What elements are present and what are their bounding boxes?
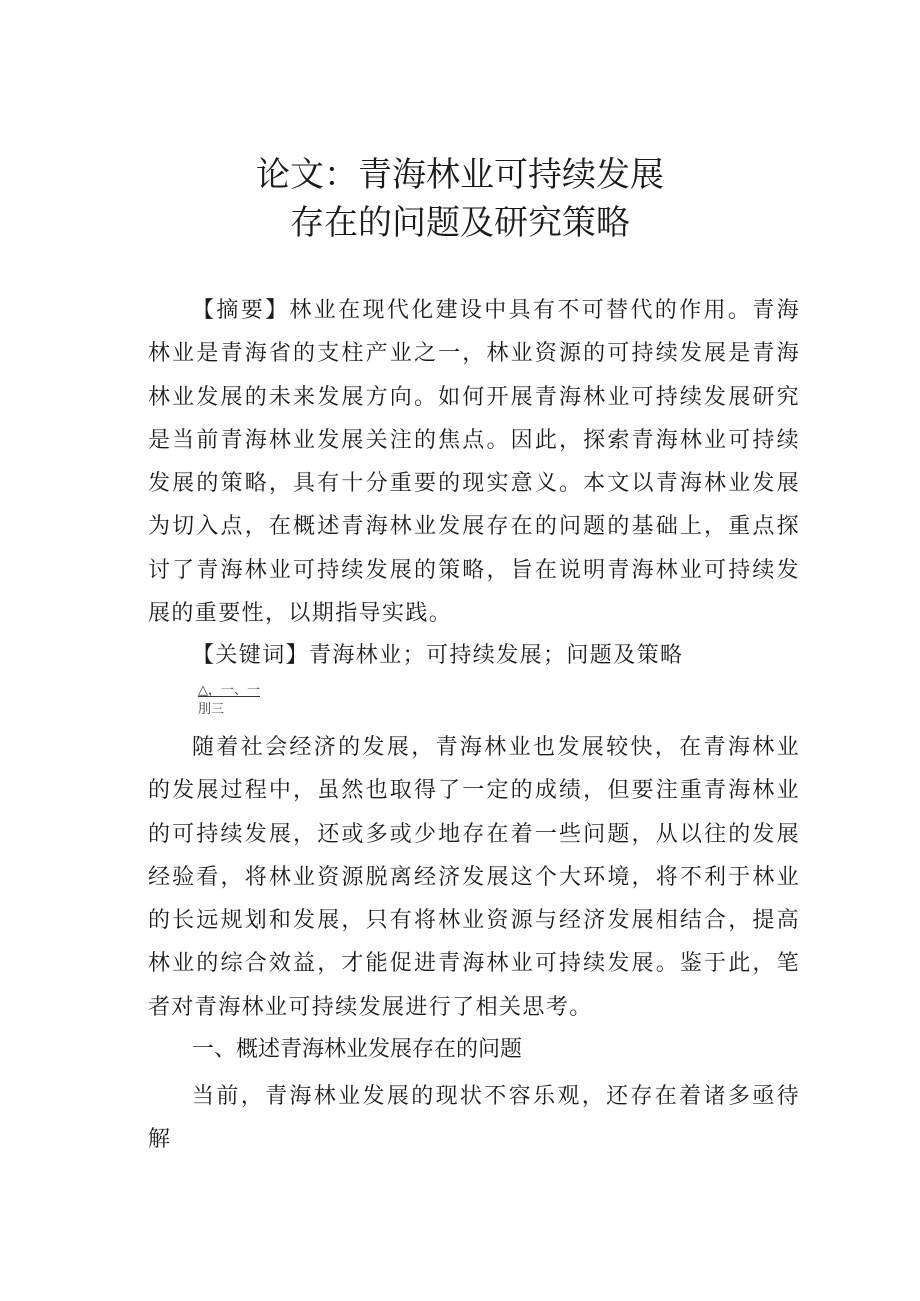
section-1-paragraph: 当前，青海林业发展的现状不容乐观，还存在着诸多亟待解 <box>148 1084 800 1153</box>
section-heading-1: 一、概述青海林业发展存在的问题 <box>192 1037 523 1062</box>
abstract-paragraph: 【摘要】林业在现代化建设中具有不可替代的作用。青海林业是青海省的支柱产业之一，林业资源的可持续发展是青海林业发展的未来发展方向。如何开展青海林业可持续发展研究是当前青海林业发展关注的焦点。因此，探索青海林业可持续发展的策略，具有十分重要的现实意义。本文以青海林业发展为切入点，在概述青海林业发展存在的问题的基础上，重点探讨了青海林业可持续发展的策略，旨在说明青海林业可持续发展的重要性，以期指导实践。 <box>148 298 800 627</box>
intro-paragraph: 随着社会经济的发展，青海林业也发展较快，在青海林业的发展过程中，虽然也取得了一定的成绩，但要注重青海林业的可持续发展，还或多或少地存在着一些问题，从以往的发展经验看，将林业资源脱离经济发展这个大环境，将不利于林业的长远规划和发展，只有将林业资源与经济发展相结合，提高林业的综合效益，才能促进青海林业可持续发展。鉴于此，笔者对青海林业可持续发展进行了相关思考。 <box>148 735 800 1020</box>
title-line-2: 存在的问题及研究策略 <box>290 203 630 243</box>
title-line-1: 论文：青海林业可持续发展 <box>256 155 664 195</box>
ocr-artifact-line-1: △，一、一 <box>198 683 260 698</box>
ocr-artifact-line-2: 刖三 <box>198 702 225 717</box>
keywords-paragraph: 【关键词】青海林业；可持续发展；问题及策略 <box>192 643 684 668</box>
